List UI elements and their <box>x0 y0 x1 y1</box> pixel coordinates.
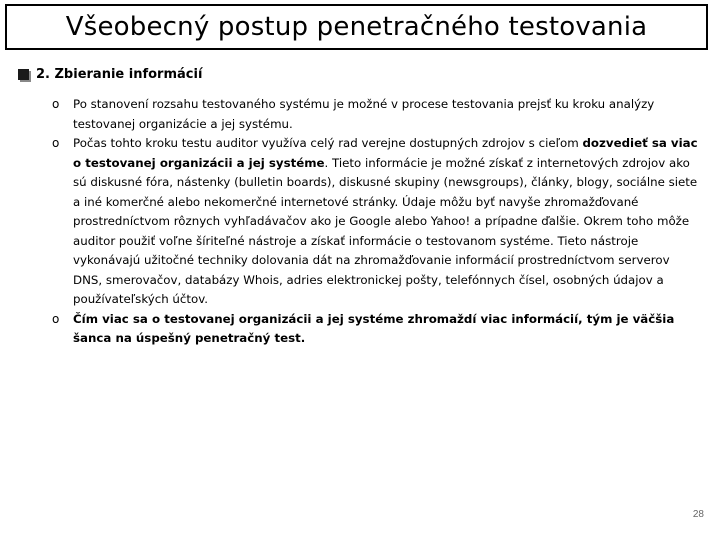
list-item <box>52 134 702 310</box>
item-text-bold: dozvedieť sa viac o testovanej organizácii a jej systéme <box>73 136 698 170</box>
checkbox-icon <box>18 69 29 80</box>
list-item <box>52 310 702 349</box>
title-box <box>5 4 708 50</box>
bullet-marker: o <box>52 311 60 326</box>
page-number: 28 <box>692 509 704 520</box>
bullet-marker: o <box>52 97 60 111</box>
section-label: 2. Zbieranie informácií <box>36 67 203 82</box>
slide-title: Všeobecný postup penetračného testovania <box>65 12 648 42</box>
item-text-bold: Čím viac sa o testovanej organizácii a jej systéme zhromaždí viac informácií, tým je väčšia šanca na úspešný penetračný test. <box>73 311 675 345</box>
section-heading <box>18 67 202 82</box>
bullet-list <box>52 95 702 349</box>
bullet-marker: o <box>52 136 60 150</box>
list-item <box>52 95 702 134</box>
item-text: . Tieto informácie je možné získať z internetových zdrojov ako sú diskusné fóra, nástenky (bulletin boards), diskusné skupiny (newsgroups), články, blogy, sociálne siete a iné komerčné alebo nekomerčné internetové stránky. Údaje môžu byť navyše zhromažďované prostredníctvom rôznych vyhľadávačov ako je Google alebo Yahoo! a prípadne ďalšie. Okrem toho môže auditor použiť voľne šíriteľné nástroje a získať informácie o testovanom systéme. Tieto nástroje vykonávajú užitočné techniky dolovania dát na zhromažďovanie informácií prostredníctvom serverov DNS, smerovačov, databázy Whois, adries elektronickej pošty, telefónnych čísel, osobných údajov a používateľských účtov. <box>73 155 698 306</box>
item-text: Po stanovení rozsahu testovaného systému je možné v procese testovania prejsť ku kroku analýzy testovanej organizácie a jej systému. <box>73 97 655 131</box>
item-text: Počas tohto kroku testu auditor využíva celý rad verejne dostupných zdrojov s cieľom <box>73 136 583 150</box>
